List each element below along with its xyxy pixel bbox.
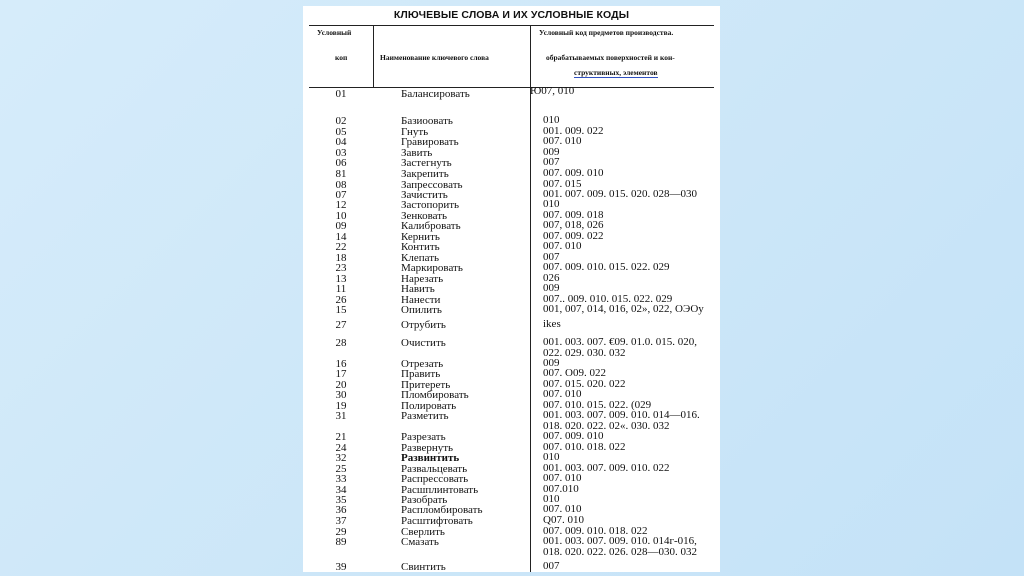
row-code: 37 xyxy=(335,515,347,527)
table-row xyxy=(303,304,720,316)
row-keyword: Полировать xyxy=(401,400,457,412)
row-keyword: Клепать xyxy=(401,252,440,264)
row-code: 09 xyxy=(335,220,347,232)
table-row xyxy=(303,85,720,100)
row-codes: 010 xyxy=(543,114,560,126)
row-codes: 009 xyxy=(543,146,560,158)
row-keyword: Свинтить xyxy=(401,561,446,572)
row-code: 32 xyxy=(335,452,347,464)
row-keyword: Смазать xyxy=(401,536,439,548)
row-codes-continued: 018. 020. 022. 026. 028—030. 032 xyxy=(543,546,697,558)
row-codes: 009 xyxy=(543,282,560,294)
row-keyword: Базиоовать xyxy=(401,115,453,127)
row-codes: 007. 010 xyxy=(543,503,582,515)
header-codes-line2: обрабатываемых поверхностей и кон- xyxy=(546,53,675,62)
row-codes: 001. 003. 007. 009. 010. 014—016. xyxy=(543,409,700,421)
row-keyword: Закрепить xyxy=(401,168,449,180)
row-code: 15 xyxy=(335,304,347,316)
row-keyword: Зачистить xyxy=(401,189,448,201)
row-codes: 001, 007, 014, 016, 02», 022, ОЭОу xyxy=(543,303,704,315)
row-codes: 007 xyxy=(543,156,560,168)
row-keyword: Зенковать xyxy=(401,210,448,222)
row-keyword: Контить xyxy=(401,241,440,253)
row-keyword: Разобрать xyxy=(401,494,448,506)
row-code: 28 xyxy=(335,337,347,349)
row-code: 10 xyxy=(335,210,347,222)
header-code-line2: коп xyxy=(335,53,348,62)
row-codes: 007. 009. 022 xyxy=(543,230,604,242)
row-keyword: Править xyxy=(401,368,441,380)
header-codes-line3-text: структивных, элементов xyxy=(574,68,658,77)
row-code: 18 xyxy=(335,252,347,264)
row-codes: 007. 015 xyxy=(543,178,582,190)
row-keyword: Кернить xyxy=(401,231,440,243)
row-code: 89 xyxy=(335,536,347,548)
row-code: 81 xyxy=(335,168,347,180)
row-codes: 007. 010. 015. 022. (029 xyxy=(543,399,652,411)
row-keyword: Запрессовать xyxy=(401,179,463,191)
row-codes: 001. 009. 022 xyxy=(543,125,604,137)
row-code: 05 xyxy=(335,126,347,138)
row-keyword: Гнуть xyxy=(401,126,429,138)
row-keyword: Маркировать xyxy=(401,262,463,274)
row-keyword: Гравировать xyxy=(401,136,459,148)
row-code: 17 xyxy=(335,368,347,380)
row-code: 22 xyxy=(335,241,347,253)
row-keyword: Пломбировать xyxy=(401,389,469,401)
row-code: 02 xyxy=(335,115,347,127)
row-keyword: Нанести xyxy=(401,294,441,306)
document-page xyxy=(303,6,720,572)
row-codes: 001. 007. 009. 015. 020. 028—030 xyxy=(543,188,697,200)
row-code: 25 xyxy=(335,463,347,475)
row-code: 39 xyxy=(335,561,347,572)
row-keyword: Распрессовать xyxy=(401,473,469,485)
row-codes: 007. О09. 022 xyxy=(543,367,606,379)
row-code: 13 xyxy=(335,273,347,285)
row-codes: 007. 010. 018. 022 xyxy=(543,441,626,453)
row-keyword: Разрезать xyxy=(401,431,446,443)
document-title: КЛЮЧЕВЫЕ СЛОВА И ИХ УСЛОВНЫЕ КОДЫ xyxy=(393,9,630,21)
row-code: 11 xyxy=(335,283,347,295)
row-keyword: Отрезать xyxy=(401,358,444,370)
row-keyword: Развальцевать xyxy=(401,463,468,475)
row-keyword: Развернуть xyxy=(401,442,454,454)
row-codes: 007.. 009. 010. 015. 022. 029 xyxy=(543,293,673,305)
row-codes: 001. 003. 007. 009. 010. 014г-016, xyxy=(543,535,697,547)
row-keyword: Расшплинтовать xyxy=(401,484,479,496)
row-codes: 007. 009. 018 xyxy=(543,209,604,221)
row-keyword: Отрубить xyxy=(401,319,446,331)
row-codes: Q07. 010 xyxy=(543,514,584,526)
row-codes: 010 xyxy=(543,451,560,463)
row-codes: 007 xyxy=(543,251,560,263)
row-codes: 001. 003. 007. 009. 010. 022 xyxy=(543,462,670,474)
row-codes: 001. 003. 007. €09. 01.0. 015. 020, xyxy=(543,336,697,348)
row-code: 06 xyxy=(335,157,347,169)
row-keyword: Опилить xyxy=(401,304,442,316)
header-codes-line3 xyxy=(574,68,658,77)
row-codes: 007, 018, 026 xyxy=(543,219,604,231)
row-code: 31 xyxy=(335,410,347,422)
row-codes: 007 xyxy=(543,560,560,572)
row-code: 20 xyxy=(335,379,347,391)
row-code: 07 xyxy=(335,189,347,201)
table-row xyxy=(303,561,720,572)
row-keyword: Застопорить xyxy=(401,199,460,211)
column-divider-1 xyxy=(373,25,374,87)
row-code: 26 xyxy=(335,294,347,306)
row-code: 35 xyxy=(335,494,347,506)
row-codes-continued: 018. 020. 022. 02«. 030. 032 xyxy=(543,420,670,432)
row-code: 01 xyxy=(335,88,347,100)
header-code-line1: Условный xyxy=(317,28,352,37)
row-codes: 007. 009. 010. 015. 022. 029 xyxy=(543,261,670,273)
row-code: 16 xyxy=(335,358,347,370)
row-codes: 007. 010 xyxy=(543,472,582,484)
row-code: 34 xyxy=(335,484,347,496)
row-code: 33 xyxy=(335,473,347,485)
row-code: 30 xyxy=(335,389,347,401)
row-code: 27 xyxy=(335,319,347,331)
table-top-rule xyxy=(309,25,714,26)
row-codes: 009 xyxy=(543,357,560,369)
row-codes: 007. 010 xyxy=(543,388,582,400)
row-codes-continued: 022. 029. 030. 032 xyxy=(543,347,626,359)
row-keyword: Распломбировать xyxy=(401,504,483,516)
row-codes: 010 xyxy=(543,493,560,505)
row-keyword: Балансировать xyxy=(401,88,470,100)
row-codes: 007. 009. 010 xyxy=(543,167,604,179)
row-keyword: Завить xyxy=(401,147,433,159)
row-codes: 007. 009. 010 xyxy=(543,430,604,442)
row-code: 04 xyxy=(335,136,347,148)
row-codes: 007.010 xyxy=(543,483,579,495)
row-codes: ikes xyxy=(543,318,561,330)
row-code: 12 xyxy=(335,199,347,211)
row-code: 14 xyxy=(335,231,347,243)
table-row xyxy=(303,535,720,558)
row-codes: 007. 010 xyxy=(543,135,582,147)
row-code: 23 xyxy=(335,262,347,274)
row-keyword: Калибровать xyxy=(401,220,461,232)
row-keyword: Застегнуть xyxy=(401,157,452,169)
row-keyword: Притереть xyxy=(401,379,451,391)
table-row xyxy=(303,336,720,359)
row-keyword: Развинтить xyxy=(401,452,460,464)
row-codes: 026 xyxy=(543,272,560,284)
row-code: 03 xyxy=(335,147,347,159)
table-row xyxy=(303,319,720,331)
header-keyword-name: Наименование ключевого слова xyxy=(380,53,489,62)
row-code: 19 xyxy=(335,400,347,412)
row-code: 08 xyxy=(335,179,347,191)
row-codes: 007. 015. 020. 022 xyxy=(543,378,626,390)
row-code: 36 xyxy=(335,504,347,516)
row-keyword: Очистить xyxy=(401,337,446,349)
row-keyword: Сверлить xyxy=(401,526,445,538)
row-keyword: Разметить xyxy=(401,410,449,422)
row-code: 29 xyxy=(335,526,347,538)
row-codes: 010 xyxy=(543,198,560,210)
row-code: 24 xyxy=(335,442,347,454)
row-codes: 007. 010 xyxy=(543,240,582,252)
row-codes: 007. 009. 010. 018. 022 xyxy=(543,525,648,537)
row-keyword: Нарезать xyxy=(401,273,444,285)
row-code: 21 xyxy=(335,431,347,443)
table-row xyxy=(303,409,720,432)
row-keyword: Навить xyxy=(401,283,435,295)
header-codes-line1: Условный код предметов производства. xyxy=(539,28,674,37)
row-codes: Ю07, 010 xyxy=(530,85,575,97)
row-keyword: Расштифтовать xyxy=(401,515,473,527)
